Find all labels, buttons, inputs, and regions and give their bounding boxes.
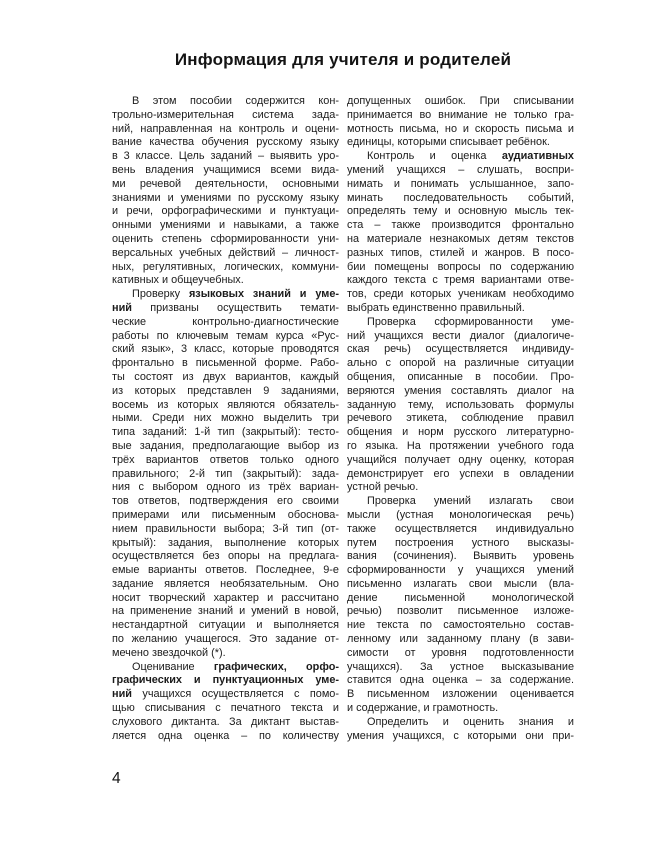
text-line: слухового диктанта. За диктант выстав-	[112, 715, 339, 728]
text-line: разных типов, стилей и жанров. В посо-	[347, 246, 574, 259]
text-line: задание является необязательным. Оно	[112, 577, 339, 590]
text-line: ний учащихся осуществляется с помо-	[112, 688, 339, 701]
text-line: учащийся получает одну оценку, которая	[347, 453, 574, 466]
text-line: емые варианты ответов. Последнее, 9-е	[112, 564, 339, 577]
text-line: графических и пунктуационных уме-	[112, 674, 339, 687]
column-right	[347, 95, 574, 743]
text-line: Проверка сформированности уме-	[367, 315, 574, 328]
text-line: ных, регулятивных, логических, коммуни-	[112, 260, 339, 273]
text-line: каждого текста с тремя вариантами отве-	[347, 274, 574, 287]
text-line: минать последовательность событий,	[347, 191, 574, 204]
text-line: ными. Среди них можно выделить три	[112, 412, 339, 425]
text-line: нием правильности выбора; 3-й тип (от-	[112, 522, 339, 535]
text-line: вания (сочинения). Выявить уровень	[347, 550, 574, 563]
text-line: ние текста по самостоятельно состав-	[347, 619, 574, 632]
text-line: речью) позволит письменное изложе-	[347, 605, 574, 618]
text-line: ставится одна оценка – за содержание.	[347, 674, 574, 687]
text-line: крытый): задания, выполнение которых	[112, 536, 339, 549]
text-line: речевого этикета, соблюдение правил	[347, 412, 574, 425]
text-line: В этом пособии содержится кон-	[132, 95, 339, 107]
text-line: письменно излагать свои мысли (вла-	[347, 577, 574, 590]
text-line: кативных и общеучебных.	[112, 274, 244, 287]
text-line: осуществляется без опоры на предлага-	[112, 550, 339, 563]
text-line: Определить и оценить знания и	[367, 715, 574, 728]
text-line: ний учащихся вести диалог (диалогиче-	[347, 329, 574, 342]
text-columns	[112, 95, 574, 743]
text-line: мысли (устная монологическая речь)	[347, 508, 574, 521]
text-line: работы по ключевым темам курса «Рус-	[112, 329, 339, 342]
text-line: онными умениями и навыками, а также	[112, 219, 339, 232]
text-line: примерами или письменным обоснова-	[112, 508, 339, 521]
text-line: вень владения учащимися всеми вида-	[112, 163, 339, 176]
text-line: ально с опорой на различные ситуации	[347, 357, 574, 370]
text-line: версальных учебных действий – личност-	[112, 246, 339, 259]
text-line: В письменном изложении оценивается	[347, 688, 574, 701]
text-line: ты состоят из двух вариантов, каждый	[112, 370, 339, 383]
text-line: бии помещены вопросы по содержанию	[347, 260, 574, 273]
text-line: вые задания, предполагающие выбор из	[112, 439, 339, 452]
text-line: веряются умения составлять диалог на	[347, 384, 574, 397]
text-line: допущенных ошибок. При списывании	[347, 95, 574, 107]
text-line: на материале незнакомых детям текстов	[347, 232, 574, 245]
text-line: заданную тему, использовать формулы	[347, 398, 574, 411]
text-line: трёх вариантов ответов только одного	[112, 453, 339, 466]
text-line: умений учащихся – слушать, воспри-	[347, 163, 574, 176]
text-line: дение письменной монологической	[347, 591, 574, 604]
text-line: сформированности у учащихся умений	[347, 564, 574, 577]
text-line: определять тему и основную мысль тек-	[347, 205, 574, 218]
text-line: оценить степень сформированности уни-	[112, 232, 339, 245]
text-line: ми речевой деятельности, основными	[112, 177, 339, 190]
text-line: Контроль и оценка аудиативных	[367, 150, 574, 163]
text-line: ния с выбором одного из трёх вариан-	[112, 481, 339, 494]
text-line: на применение знаний и умений в новой,	[112, 605, 339, 618]
text-line: ний призваны осуществить темати-	[112, 301, 339, 314]
text-line: Проверку языковых знаний и уме-	[132, 288, 339, 301]
text-line: и речи, орфографическими и пунктуаци-	[112, 205, 339, 218]
text-line: мотность письма, но и скорость письма и	[347, 122, 574, 135]
text-line: по желанию учащегося. Это задание от-	[112, 633, 339, 646]
text-line: вание качества обучения русскому языку	[112, 136, 339, 149]
text-line: ская речь) осуществляется индивиду-	[347, 343, 574, 356]
text-line: симости от уровня подготовленности	[347, 646, 574, 659]
text-line: устной речью.	[347, 481, 419, 494]
text-line: и содержание, и грамотность.	[347, 702, 499, 715]
text-line: тов ответов, подтверждения его своими	[112, 495, 339, 508]
page-title: Информация для учителя и родителей	[174, 50, 512, 69]
text-line: щью списывания с печатного текста и	[112, 702, 339, 715]
text-line: ленному или заданному плану (в зави-	[347, 633, 574, 646]
text-line: ческие контрольно-диагностические	[112, 315, 339, 328]
text-line: единицы, которыми списывает ребёнок.	[347, 136, 550, 149]
text-line: нимать и понимать услышанное, запо-	[347, 177, 574, 190]
text-line: ста – также производится фронтально	[347, 219, 574, 232]
text-line: также осуществляется индивидуально	[347, 522, 574, 535]
text-line: ский язык», 3 класс, которые проводятся	[112, 343, 339, 356]
text-line: в 3 классе. Цель заданий – выявить уро-	[112, 150, 339, 163]
text-line: трольно-измерительная система зада-	[112, 108, 339, 121]
text-line: учащихся). За устное высказывание	[347, 660, 574, 673]
text-line: из которых представлен 9 заданиями,	[112, 384, 339, 397]
text-line: носит творческий характер и рассчитано	[112, 591, 339, 604]
text-line: Оценивание графических, орфо-	[132, 660, 339, 673]
text-line: мечено звездочкой (*).	[112, 646, 226, 659]
text-line: выбрать единственно правильный.	[347, 301, 525, 314]
text-line: принимается во внимание не только гра-	[347, 108, 574, 121]
text-line: фронтально в письменной форме. Рабо-	[112, 357, 339, 370]
text-line: ляется одна оценка – по количеству	[112, 729, 339, 742]
text-line: правильного; 2-й тип (закрытый): зада-	[112, 467, 339, 480]
text-line: знаниями и умениями по русскому языку	[112, 191, 339, 204]
text-line: умения учащихся, с которыми они при-	[347, 729, 574, 742]
text-line: путем построения устного высказы-	[347, 536, 574, 549]
text-line: общения и норм русского литературно-	[347, 426, 574, 439]
text-line: Проверка умений излагать свои	[367, 495, 574, 508]
text-line: типа заданий: 1-й тип (закрытый): тесто-	[112, 426, 339, 439]
text-line: нестандартной ситуации и выполняется	[112, 619, 339, 632]
text-line: демонстрирует его успехи в овладении	[347, 467, 574, 480]
text-line: общения, описанные в пособии. Про-	[347, 370, 574, 383]
text-line: тов, среди которых ученикам необходимо	[347, 288, 574, 301]
page-number: 4	[112, 770, 121, 787]
column-left	[112, 95, 339, 743]
text-line: го языка. На протяжении учебного года	[347, 439, 574, 452]
text-line: восемь из которых являются обязатель-	[112, 398, 339, 411]
text-line: ний, направленная на контроль и оцени-	[112, 122, 339, 135]
